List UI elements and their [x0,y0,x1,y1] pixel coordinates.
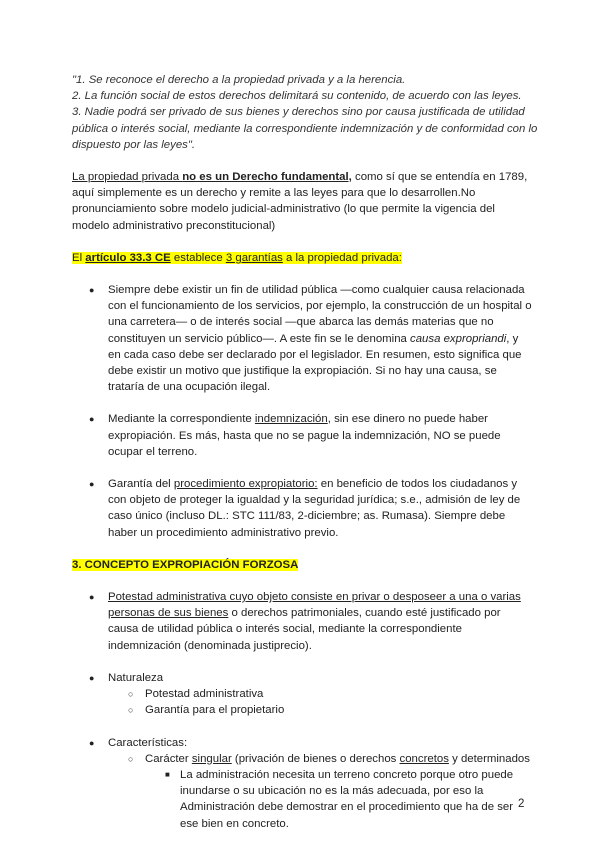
emphasized-text: artículo 33.3 CE [85,251,171,264]
emphasized-text: concretos [399,752,449,765]
quote-line [72,88,542,104]
highlighted-text [72,252,402,264]
square-bullet-icon: ■ [165,769,170,779]
bullet-icon: ● [89,592,95,603]
emphasized-text: La propiedad privada [72,171,183,184]
paragraph [72,169,532,234]
emphasized-text: 3 garantías [225,251,283,264]
list-item [128,686,532,702]
text-run: Naturaleza [108,671,164,684]
list-item [89,735,532,751]
circle-bullet-icon: ○ [128,753,134,764]
emphasized-text: Potestad administrativa cuyo objeto consiste en privar o desposeer a una o varias personas de sus bienes [108,591,521,620]
text-run: 3. CONCEPTO EXPROPIACIÓN FORZOSA [72,558,299,571]
bullet-icon: ● [89,672,95,683]
list-item [89,670,532,686]
bullet-icon: ● [89,285,95,296]
list-item [89,411,532,460]
text-run: Garantía del [108,478,174,491]
quote-line [72,104,542,153]
text-run: La administración necesita un terreno concreto porque otro puede inundarse o su ubicación no es la más adecuada, por eso la Administración debe demostrar en el procedimiento que ha de ser ese bien en concreto. [180,768,514,830]
emphasized-text: singular [191,752,232,765]
circle-bullet-icon: ○ [128,689,134,700]
list-item [89,282,532,395]
section-heading [72,557,532,573]
text-run: en beneficio de todos los ciudadanos y con objeto de proteger la igualdad y la seguridad jurídica; s.e., admisión de ley de caso único (incluso DL.: STC 111/83, 2-diciembre; as. Rumasa). Siempre debe haber un procedimiento administrativo previo. [108,478,521,539]
bullet-icon: ● [89,479,95,490]
text-run: , y en cada caso debe ser declarado por el legislador. En resumen, esto significa que debe existir un motivo que justifique la expropiación. Si no hay una causa, se trataría de una ocupación ilegal. [108,332,522,394]
list-item [128,702,532,718]
text-run: 3. Nadie podrá ser privado de sus bienes y derechos sino por causa justificada de utilidad pública o interés social, mediante la correspondiente indemnización y de conformidad con lo dispuesto por las leyes". [72,106,538,151]
text-run: Mediante la correspondiente [108,413,255,426]
paragraph [72,250,532,266]
text-run: Carácter [145,752,192,765]
list-item [89,476,532,541]
text-run: a la propiedad privada: [282,251,402,264]
emphasized-text: procedimiento expropiatorio: [173,478,318,491]
text-run: o derechos patrimoniales, cuando esté justificado por causa de utilidad pública o interés social, mediante la correspondiente indemnización (denominada justiprecio). [108,607,501,652]
highlighted-heading [72,559,298,571]
text-run: 2. La función social de estos derechos delimitará su contenido, de acuerdo con las leyes. [72,90,522,103]
text-run: Siempre debe existir un fin de utilidad pública —como cualquier causa relacionada con el funcionamiento de los servicios, por ejemplo, la construcción de un hospital o una carretera— o de interés social —que abarca las demás materias que no constituyen un servicio público—. A este fin se le denomina [108,284,532,345]
text-run: Garantía para el propietario [145,704,285,717]
bullet-icon: ● [89,414,95,425]
text-run: establece [170,251,226,264]
constitution-quote [72,72,542,153]
text-run: El [72,251,86,264]
text-run: Potestad administrativa [145,688,264,701]
list-item [165,767,532,832]
text-run: , sin ese dinero no puede haber expropiación. Es más, hasta que no se pague la indemnización, NO se puede ocupar el terreno. [108,413,501,458]
text-run: "1. Se reconoce el derecho a la propiedad privada y a la herencia. [72,74,406,86]
text-run: (privación de bienes o derechos [231,752,400,765]
document-page [72,72,538,832]
text-run: como sí que se entendía en 1789, aquí simplemente es un derecho y remite a las leyes para que lo desarrollen.No pronunciamiento sobre modelo judicial-administrativo (lo que permite la vigencia del modelo administrativo preconstitucional) [72,171,528,232]
quote-line [72,72,542,88]
list-item [128,751,532,767]
circle-bullet-icon: ○ [128,705,134,716]
list-item [89,589,532,654]
text-run: y determinados [448,752,530,765]
bullet-icon: ● [89,737,95,748]
text-run: Características: [108,736,188,749]
emphasized-text: no es un Derecho fundamental, [182,171,352,184]
emphasized-text: indemnización [254,413,328,426]
text-run: causa expropriandi [410,332,507,345]
page-number: 2 [518,798,525,810]
